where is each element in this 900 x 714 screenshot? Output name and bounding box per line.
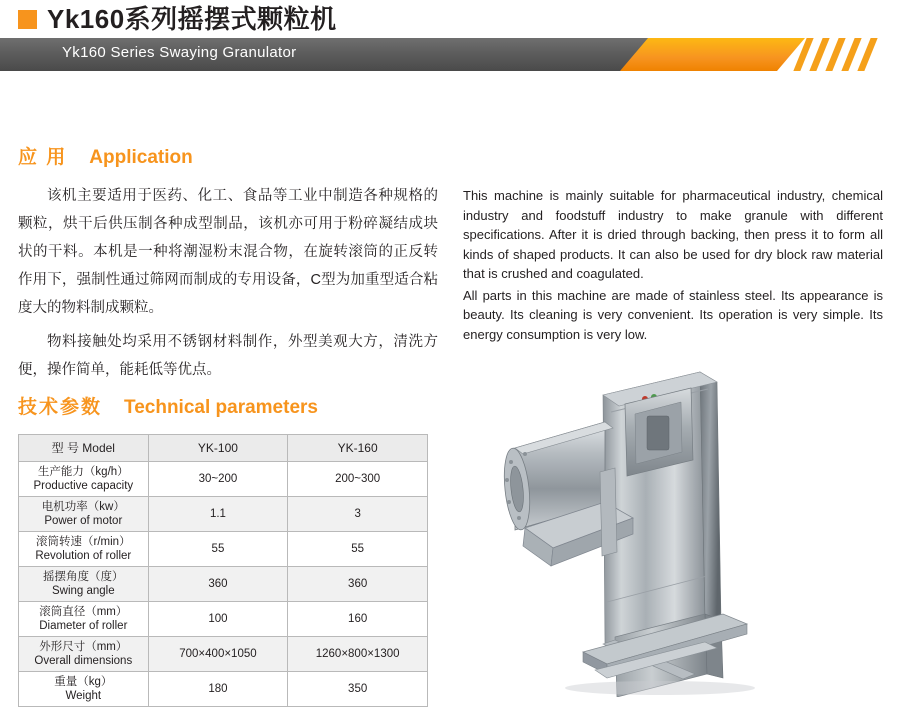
cell-yk100: 360 <box>148 567 288 602</box>
row-label-en: Productive capacity <box>33 480 134 492</box>
row-label-en: Revolution of roller <box>35 550 132 562</box>
row-label-cn: 外形尺寸（mm） <box>39 641 128 653</box>
row-label-overall-dimensions <box>19 637 149 672</box>
technical-heading <box>18 392 318 419</box>
cell-yk100: 30~200 <box>148 462 288 497</box>
table-row <box>19 462 428 497</box>
row-label-cn: 滚筒转速（r/min） <box>36 536 131 548</box>
application-text-en <box>463 186 883 344</box>
table-header-row <box>19 435 428 462</box>
row-label-power-of-motor <box>19 497 149 532</box>
cell-yk100: 1.1 <box>148 497 288 532</box>
table-row <box>19 497 428 532</box>
row-label-en: Overall dimensions <box>34 655 133 667</box>
row-label-cn: 摇摆角度（度） <box>43 571 124 583</box>
technical-heading-cn: 技术参数 <box>18 397 103 418</box>
cell-yk160: 1260×800×1300 <box>288 637 428 672</box>
product-title-en: Yk160 Series Swaying Granulator <box>62 44 297 61</box>
application-paragraph-cn-1: 该机主要适用于医药、化工、食品等工业中制造各种规格的颗粒，烘干后供压制各种成型制品，该机亦可用于粉碎凝结成块状的干料。本机是一种将潮湿粉末混合物，在旋转滚筒的正反转作用下，强制性通过筛网而制成的专用设备，C型为加重型适合粘度大的物料制成颗粒。 <box>18 188 438 316</box>
row-label-cn: 电机功率（kw） <box>41 501 125 513</box>
cell-yk160: 350 <box>288 672 428 707</box>
table-row <box>19 672 428 707</box>
table-body <box>19 462 428 707</box>
table-row <box>19 602 428 637</box>
application-paragraph-en-2: All parts in this machine are made of stainless steel. Its appearance is beauty. Its cleaning is very convenient. Its operation is very simple. Its energy consumption is very low. <box>463 287 883 342</box>
granulator-illustration <box>455 352 885 697</box>
row-label-swing-angle <box>19 567 149 602</box>
header-orange-bar <box>620 38 805 71</box>
page-header <box>0 0 900 80</box>
application-heading-cn: 应 用 <box>18 147 68 168</box>
application-paragraph-en-1: This machine is mainly suitable for pharmaceutical industry, chemical industry and foodstuff industry to make granule with different specifications. After it is dried through backing, then press it to form all kinds of shaped products. It can also be used for dry block raw material that is crushed and coagulated. <box>463 188 883 281</box>
row-label-en: Power of motor <box>44 515 123 527</box>
column-header-model: 型 号 Model <box>19 435 149 462</box>
application-paragraph-cn-2: 物料接触处均采用不锈钢材料制作，外型美观大方，清洗方便，操作简单，能耗低等优点。 <box>18 334 438 378</box>
cell-yk100: 55 <box>148 532 288 567</box>
table-row <box>19 567 428 602</box>
cell-yk160: 160 <box>288 602 428 637</box>
cell-yk160: 360 <box>288 567 428 602</box>
table-header <box>19 435 428 462</box>
row-label-diameter-of-roller <box>19 602 149 637</box>
product-title-cn: Yk160系列摇摆式颗粒机 <box>47 4 337 34</box>
application-text-cn <box>18 182 438 390</box>
row-label-cn: 滚筒直径（mm） <box>39 606 128 618</box>
column-header-yk100: YK-100 <box>148 435 288 462</box>
cell-yk160: 55 <box>288 532 428 567</box>
row-label-productive-capacity <box>19 462 149 497</box>
column-header-yk160: YK-160 <box>288 435 428 462</box>
row-label-en: Diameter of roller <box>39 620 128 632</box>
technical-parameters-table <box>18 434 428 707</box>
product-photo <box>455 352 885 697</box>
motor-housing <box>625 388 693 476</box>
cell-yk100: 100 <box>148 602 288 637</box>
row-label-revolution-of-roller <box>19 532 149 567</box>
application-heading-en: Application <box>89 147 193 168</box>
table-row <box>19 637 428 672</box>
cell-yk100: 180 <box>148 672 288 707</box>
row-label-en: Weight <box>65 690 102 702</box>
technical-heading-en: Technical parameters <box>124 397 318 418</box>
row-label-cn: 重量（kg） <box>54 676 113 688</box>
application-heading <box>18 142 193 169</box>
row-label-en: Swing angle <box>51 585 115 597</box>
row-label-cn: 生产能力（kg/h） <box>37 466 129 478</box>
cell-yk100: 700×400×1050 <box>148 637 288 672</box>
header-banner <box>0 38 900 71</box>
cell-yk160: 200~300 <box>288 462 428 497</box>
header-stripes-decoration <box>800 38 900 71</box>
cell-yk160: 3 <box>288 497 428 532</box>
row-label-weight <box>19 672 149 707</box>
header-title-row <box>0 6 337 32</box>
table-row <box>19 532 428 567</box>
support-arm <box>600 468 617 556</box>
orange-square-icon <box>18 10 37 29</box>
